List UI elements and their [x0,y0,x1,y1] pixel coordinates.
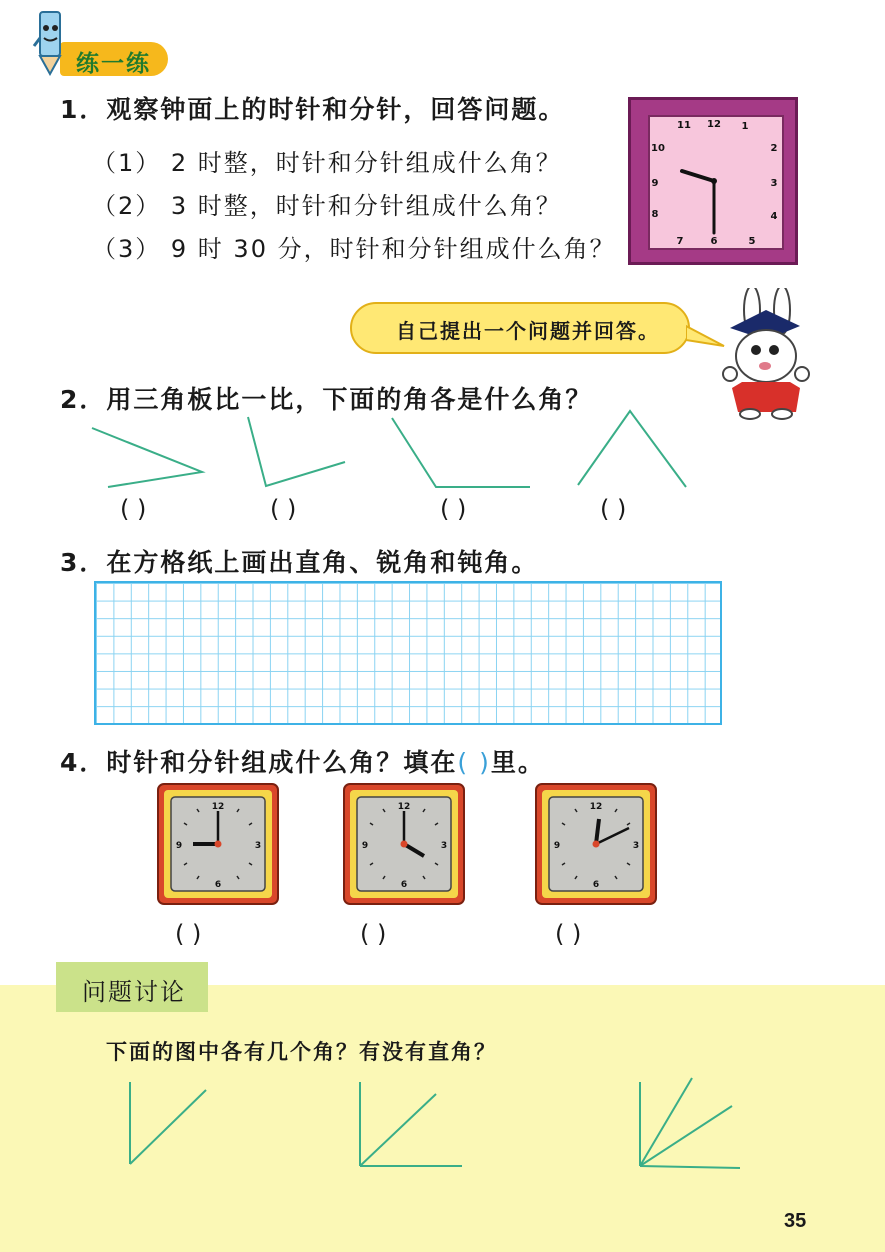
angle-acute [92,428,202,487]
pink-clock-icon [648,115,784,250]
q4-blank-3[interactable]: ( ) [555,920,582,948]
clock-num-6: 6 [710,236,718,247]
discussion-tag [56,962,208,1012]
pencil-mascot-icon [30,6,74,76]
q4-blank-1[interactable]: ( ) [175,920,202,948]
square-clock-2-icon [343,783,465,905]
clock-num-11: 11 [677,120,691,131]
angle-obtuse [392,418,530,487]
q4-title [60,743,545,779]
svg-text:12: 12 [589,802,603,812]
fig1-ray-b [130,1090,206,1164]
fig3-ray-d [640,1166,740,1168]
clock-num-8: 8 [651,209,659,220]
q2-blank-2[interactable]: ( ) [270,495,297,523]
q4-title-a: 4．时针和分针组成什么角？填在 [60,748,458,777]
square-clock-1-icon [157,783,279,905]
svg-text:12: 12 [397,802,411,812]
angle-right [248,417,345,486]
fig3-ray-b [640,1078,692,1166]
clock-num-4: 4 [770,211,778,222]
svg-text:3: 3 [632,841,640,851]
svg-text:3: 3 [254,841,262,851]
discussion-question: 下面的图中各有几个角？有没有直角？ [106,1040,497,1064]
clock-num-10: 10 [651,143,665,154]
q3-title: 3．在方格纸上画出直角、锐角和钝角。 [60,548,539,577]
hour-hand [682,171,714,181]
q2-title: 2．用三角板比一比，下面的角各是什么角？ [60,385,593,414]
svg-text:9: 9 [361,841,369,851]
discussion-tag-label: 问题讨论 [82,978,186,1006]
svg-text:6: 6 [214,880,222,890]
svg-text:12: 12 [211,802,225,812]
svg-text:6: 6 [592,880,600,890]
clock-num-1: 1 [741,121,749,132]
speech-bubble-text: 自己提出一个问题并回答。 [396,319,660,343]
q2-blank-4[interactable]: ( ) [600,495,627,523]
q1-item-2: （2） 3 时整，时针和分针组成什么角？ [92,192,562,220]
q1-title: 1．观察钟面上的时针和分针，回答问题。 [60,95,566,124]
clock-num-2: 2 [770,143,778,154]
section-tag-practice [60,42,168,76]
clock-num-12: 12 [707,119,721,130]
fig3-ray-c [640,1106,732,1166]
svg-text:9: 9 [175,841,183,851]
svg-text:9: 9 [553,841,561,851]
fig2-ray-b [360,1094,436,1166]
svg-text:6: 6 [400,880,408,890]
q2-blank-1[interactable]: ( ) [120,495,147,523]
clock-num-5: 5 [748,236,756,247]
page-number: 35 [784,1210,807,1232]
clock-num-7: 7 [676,236,684,247]
q1-item-1: （1） 2 时整，时针和分针组成什么角？ [92,149,562,177]
q1-item-3: （3） 9 时 30 分，时针和分针组成什么角？ [92,235,616,263]
section-tag-label: 练一练 [76,51,151,77]
q2-angles-figure [0,400,885,500]
grid-paper[interactable] [94,581,722,725]
clock-num-3: 3 [770,178,778,189]
svg-text:3: 3 [440,841,448,851]
discussion-angles-figure [0,1070,885,1180]
q4-blank-2[interactable]: ( ) [360,920,387,948]
q4-title-b: 里。 [490,748,545,777]
clock-num-9: 9 [651,178,659,189]
speech-bubble [350,302,690,354]
square-clock-3-icon [535,783,657,905]
q2-blank-3[interactable]: ( ) [440,495,467,523]
angle-obtuse-2 [578,411,686,487]
q4-title-paren: ( ) [457,748,491,777]
